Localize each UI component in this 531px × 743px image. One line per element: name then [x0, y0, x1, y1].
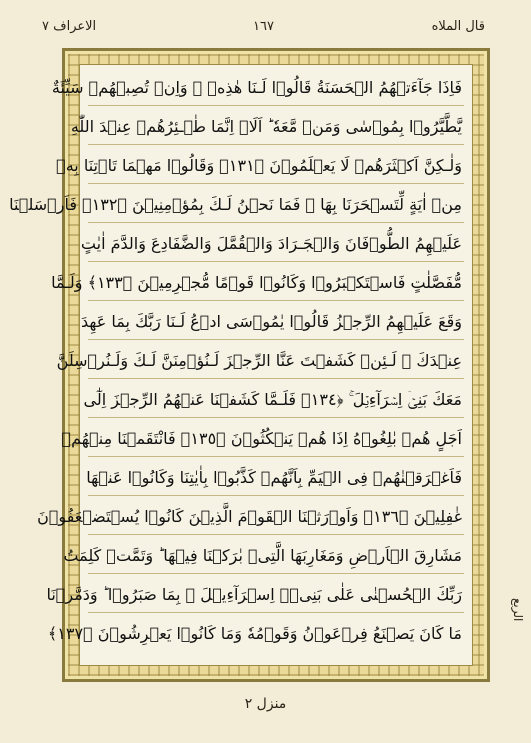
line-rule — [88, 105, 464, 106]
line-rule — [88, 417, 464, 418]
verse-line: مَشَارِقَ الۡاَرۡضِ وَمَغَارِبَهَا الَّتِىۡ بٰرَكۡنَا فِيۡهَا‌ ؕ وَتَمَّتۡ كَلِمَتُ — [63, 546, 462, 565]
surah-name: الاعراف ٧ — [42, 19, 97, 34]
verse-line: وَلٰـكِنَّ اَكۡثَرَهُمۡ لَا يَعۡلَمُوۡنَ ﴿١٣١﴾ وَقَالُوۡا مَهۡمَا تَاۡتِنَا بِهٖ — [56, 156, 462, 175]
page-number: ١٦٧ — [253, 19, 274, 34]
line-rule — [88, 183, 464, 184]
page-frame — [9, 48, 490, 682]
line-rule — [88, 339, 464, 340]
verse-line: رَبِّكَ الۡحُسۡنٰى عَلٰى بَنِىۡۤ اِسۡرَآءِيۡلَ ۙ بِمَا صَبَرُوۡا‌ ؕ وَدَمَّرۡنَا — [46, 585, 462, 604]
line-rule — [88, 534, 464, 535]
line-rule — [88, 612, 464, 613]
line-rule — [88, 261, 464, 262]
rub-marker: الربع — [511, 598, 525, 622]
verse-line: مَا كَانَ يَصۡنَعُ فِرۡعَوۡنُ وَقَوۡمُهٗ وَمَا كَانُوۡا يَعۡرِشُوۡنَ ﴿١٣٧﴾ — [47, 624, 462, 643]
verse-line: فَاِذَا جَآءَتۡهُمُ الۡحَسَنَةُ قَالُوۡا لَـنَا هٰذِهٖ‌ ۚ وَاِنۡ تُصِبۡهُمۡ سَيِّئَةٌ — [51, 78, 462, 97]
verse-line: غٰفِلِيۡنَ ﴿١٣٦﴾ وَاَوۡرَثۡنَا الۡقَوۡمَ الَّذِيۡنَ كَانُوۡا يُسۡتَضۡعَفُوۡنَ — [37, 507, 462, 526]
line-rule — [88, 378, 464, 379]
verse-line: عِنۡدَكَ‌ ۚ لَـئِنۡ كَشَفۡتَ عَنَّا الرِّجۡزَ لَـنُؤۡمِنَنَّ لَـكَ وَلَـنُرۡسِلَنَّ — [56, 351, 462, 370]
verse-line: وَقَعَ عَلَيۡهِمُ الرِّجۡزُ قَالُوۡا يٰمُوۡسَى ادۡعُ لَـنَا رَبَّكَ بِمَا عَهِدَ — [81, 312, 462, 331]
line-rule — [88, 573, 464, 574]
verse-line: مُّفَصَّلٰتٍ فَاسۡتَكۡبَرُوۡا وَكَانُوۡا قَوۡمًا مُّجۡرِمِيۡنَ ﴿١٣٣﴾ وَلَـمَّا — [51, 273, 462, 292]
verse-line: فَاَغۡرَقۡنٰهُمۡ فِى الۡيَمِّ بِاَنَّهُمۡ كَذَّبُوۡا بِاٰيٰتِنَا وَكَانُوۡا عَنۡهَا — [86, 468, 462, 487]
verse-line: مِنۡ اٰيَةٍ لِّتَسۡحَرَنَا بِهَا ۙ فَمَا نَحۡنُ لَـكَ بِمُؤۡمِنِيۡنَ ﴿١٣٢﴾ فَاَرۡسَلۡنَا — [9, 195, 462, 214]
verse-line: عَلَيۡهِمُ الطُّوۡفَانَ وَالۡجَـرَادَ وَالۡقُمَّلَ وَالضَّفَادِعَ وَالدَّمَ اٰيٰتٍ — [80, 234, 462, 253]
verse-line: مَعَكَ بَنِىۡۤ اِسۡرَآءِيۡلَ‌ ۚ ﴿١٣٤﴾ فَلَـمَّا كَشَفۡنَا عَنۡهُمُ الرِّجۡزَ اِلٰٓى — [83, 390, 462, 409]
verse-panel — [9, 64, 473, 666]
verse-line: اَجَلٍ هُمۡ بٰلِغُوۡهُ اِذَا هُمۡ يَنۡكُثُوۡنَ ﴿١٣٥﴾ فَانْتَقَمۡنَا مِنۡهُمۡ — [61, 429, 462, 448]
line-rule — [88, 144, 464, 145]
verse-line: يَّطَّيَّرُوۡا بِمُوۡسٰى وَمَنۡ مَّعَهٗ ؕ اَلَاۤ اِنَّمَا طٰۤـئِرُهُمۡ عِنۡدَ اللّٰهِ — [70, 117, 462, 136]
line-rule — [88, 495, 464, 496]
page-header — [38, 14, 489, 40]
juz-name: قال الملاه — [431, 19, 485, 34]
line-rule — [88, 456, 464, 457]
line-rule — [88, 222, 464, 223]
line-rule — [88, 300, 464, 301]
manzil-footer: منزل ٢ — [244, 696, 287, 712]
